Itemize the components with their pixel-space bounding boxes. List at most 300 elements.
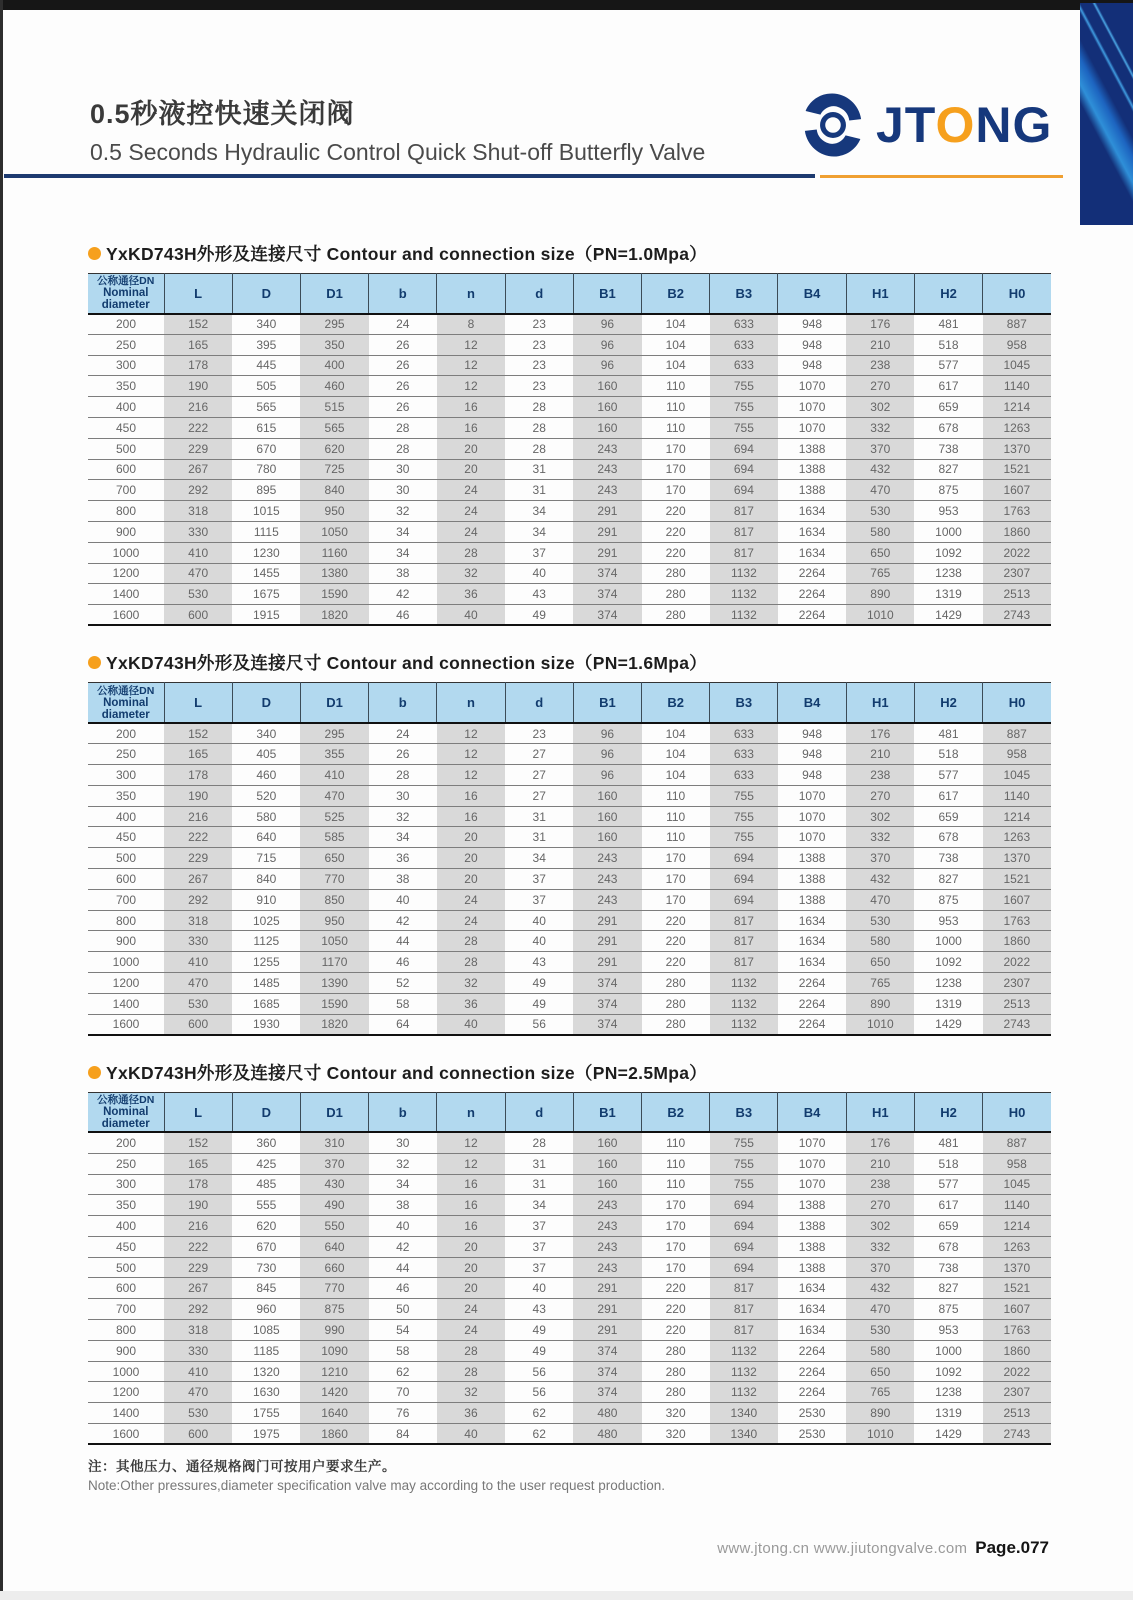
table-cell: 600 <box>88 459 164 480</box>
table-cell: 46 <box>369 605 437 626</box>
table-cell: 160 <box>573 1132 641 1153</box>
table-cell: 23 <box>505 314 573 335</box>
table-cell: 96 <box>573 334 641 355</box>
note-chinese: 注：其他压力、通径规格阀门可按用户要求生产。 <box>88 1459 396 1474</box>
table-cell: 34 <box>505 848 573 869</box>
table-cell: 1070 <box>778 417 846 438</box>
table-cell: 1115 <box>232 521 300 542</box>
table-cell: 1763 <box>983 501 1051 522</box>
column-header: D <box>232 274 300 314</box>
table-cell: 12 <box>437 1153 505 1174</box>
table-cell: 28 <box>369 417 437 438</box>
table-cell: 1132 <box>710 1014 778 1035</box>
table-cell: 302 <box>846 806 914 827</box>
table-cell: 1388 <box>778 889 846 910</box>
table-cell: 165 <box>164 744 232 765</box>
table-cell: 1200 <box>88 1382 164 1403</box>
column-header: B1 <box>573 274 641 314</box>
table-cell: 2530 <box>778 1403 846 1424</box>
table-cell: 64 <box>369 1014 437 1035</box>
column-header: B1 <box>573 1092 641 1132</box>
table-cell: 220 <box>642 1299 710 1320</box>
table-cell: 1132 <box>710 563 778 584</box>
table-cell: 96 <box>573 744 641 765</box>
table-cell: 110 <box>642 1174 710 1195</box>
table-cell: 24 <box>437 480 505 501</box>
table-cell: 890 <box>846 1403 914 1424</box>
table-cell: 291 <box>573 1320 641 1341</box>
table-cell: 270 <box>846 376 914 397</box>
table-cell: 530 <box>846 1320 914 1341</box>
table-cell: 432 <box>846 1278 914 1299</box>
table-row <box>88 1216 1051 1237</box>
table-cell: 210 <box>846 744 914 765</box>
table-cell: 633 <box>710 355 778 376</box>
table-cell: 1255 <box>232 952 300 973</box>
table-cell: 1132 <box>710 1361 778 1382</box>
table-cell: 1755 <box>232 1403 300 1424</box>
table-cell: 1140 <box>983 1195 1051 1216</box>
table-row <box>88 501 1051 522</box>
table-row <box>88 785 1051 806</box>
table-cell: 694 <box>710 1216 778 1237</box>
table-cell: 2264 <box>778 584 846 605</box>
table-cell: 2513 <box>983 1403 1051 1424</box>
swirl-icon <box>796 88 870 162</box>
table-cell: 950 <box>300 910 368 931</box>
table-cell: 900 <box>88 521 164 542</box>
table-cell: 670 <box>232 1236 300 1257</box>
table-cell: 170 <box>642 1195 710 1216</box>
table-cell: 62 <box>505 1424 573 1445</box>
dimension-table-section <box>88 241 1051 626</box>
table-cell: 28 <box>437 931 505 952</box>
table-cell: 160 <box>573 376 641 397</box>
table-cell: 518 <box>914 744 982 765</box>
table-row <box>88 744 1051 765</box>
table-cell: 2264 <box>778 1382 846 1403</box>
table-cell: 617 <box>914 1195 982 1216</box>
table-cell: 220 <box>642 952 710 973</box>
table-cell: 238 <box>846 765 914 786</box>
table-cell: 1634 <box>778 542 846 563</box>
table-cell: 1263 <box>983 417 1051 438</box>
column-header: H1 <box>846 683 914 723</box>
table-cell: 1070 <box>778 1132 846 1153</box>
table-cell: 374 <box>573 605 641 626</box>
table-cell: 176 <box>846 723 914 744</box>
table-row <box>88 910 1051 931</box>
table-cell: 1000 <box>914 521 982 542</box>
table-cell: 374 <box>573 584 641 605</box>
table-cell: 26 <box>369 334 437 355</box>
table-row <box>88 355 1051 376</box>
table-cell: 850 <box>300 889 368 910</box>
table-cell: 280 <box>642 1361 710 1382</box>
table-cell: 28 <box>437 1361 505 1382</box>
table-cell: 34 <box>369 542 437 563</box>
table-cell: 160 <box>573 1153 641 1174</box>
table-cell: 28 <box>505 417 573 438</box>
table-cell: 1915 <box>232 605 300 626</box>
table-cell: 229 <box>164 438 232 459</box>
table-cell: 30 <box>369 459 437 480</box>
table-row <box>88 806 1051 827</box>
table-cell: 370 <box>300 1153 368 1174</box>
table-cell: 755 <box>710 1132 778 1153</box>
table-cell: 817 <box>710 542 778 563</box>
table-cell: 1860 <box>983 1340 1051 1361</box>
table-cell: 1140 <box>983 376 1051 397</box>
table-cell: 1320 <box>232 1361 300 1382</box>
table-cell: 243 <box>573 1257 641 1278</box>
table-cell: 633 <box>710 334 778 355</box>
table-cell: 633 <box>710 314 778 335</box>
note-english: Note:Other pressures,diameter specification valve may according to the user request production. <box>88 1478 666 1493</box>
table-cell: 350 <box>88 1195 164 1216</box>
table-cell: 292 <box>164 480 232 501</box>
table-row <box>88 848 1051 869</box>
table-cell: 267 <box>164 459 232 480</box>
table-row <box>88 417 1051 438</box>
table-cell: 1263 <box>983 827 1051 848</box>
table-cell: 220 <box>642 1320 710 1341</box>
column-header: D <box>232 1092 300 1132</box>
table-cell: 800 <box>88 910 164 931</box>
header-rule-navy <box>4 174 815 178</box>
table-cell: 1590 <box>300 584 368 605</box>
table-cell: 1010 <box>846 605 914 626</box>
table-row <box>88 459 1051 480</box>
table-cell: 200 <box>88 1132 164 1153</box>
table-row <box>88 480 1051 501</box>
table-cell: 37 <box>505 889 573 910</box>
table-cell: 46 <box>369 952 437 973</box>
table-cell: 470 <box>846 889 914 910</box>
table-cell: 220 <box>642 521 710 542</box>
table-cell: 210 <box>846 334 914 355</box>
table-cell: 948 <box>778 314 846 335</box>
table-cell: 300 <box>88 1174 164 1195</box>
column-header-dn: 公称通径DN Nominal diameter <box>88 1092 164 1132</box>
table-cell: 176 <box>846 1132 914 1153</box>
table-cell: 32 <box>369 1153 437 1174</box>
table-cell: 400 <box>88 806 164 827</box>
table-cell: 580 <box>846 931 914 952</box>
table-cell: 1070 <box>778 397 846 418</box>
table-cell: 817 <box>710 521 778 542</box>
table-cell: 1640 <box>300 1403 368 1424</box>
table-cell: 1230 <box>232 542 300 563</box>
table-row <box>88 889 1051 910</box>
table-cell: 633 <box>710 744 778 765</box>
table-cell: 1388 <box>778 480 846 501</box>
table-cell: 659 <box>914 1216 982 1237</box>
table-cell: 340 <box>232 723 300 744</box>
table-cell: 755 <box>710 806 778 827</box>
table-cell: 30 <box>369 480 437 501</box>
table-cell: 1455 <box>232 563 300 584</box>
table-row <box>88 1153 1051 1174</box>
table-cell: 220 <box>642 910 710 931</box>
table-cell: 104 <box>642 765 710 786</box>
table-cell: 2264 <box>778 973 846 994</box>
table-cell: 20 <box>437 848 505 869</box>
table-title: YxKD743H外形及连接尺寸 Contour and connection size（PN=1.6Mpa） <box>106 653 708 674</box>
table-cell: 890 <box>846 993 914 1014</box>
table-cell: 243 <box>573 848 641 869</box>
table-cell: 400 <box>88 397 164 418</box>
table-cell: 16 <box>437 785 505 806</box>
table-cell: 24 <box>437 1320 505 1341</box>
table-cell: 16 <box>437 1195 505 1216</box>
table-cell: 875 <box>914 1299 982 1320</box>
table-cell: 43 <box>505 1299 573 1320</box>
table-cell: 16 <box>437 806 505 827</box>
table-cell: 765 <box>846 973 914 994</box>
table-cell: 1485 <box>232 973 300 994</box>
table-cell: 432 <box>846 459 914 480</box>
table-cell: 1238 <box>914 1382 982 1403</box>
table-cell: 1380 <box>300 563 368 584</box>
table-cell: 295 <box>300 314 368 335</box>
table-cell: 515 <box>300 397 368 418</box>
table-cell: 2264 <box>778 1361 846 1382</box>
table-cell: 1340 <box>710 1424 778 1445</box>
table-cell: 1319 <box>914 584 982 605</box>
table-cell: 640 <box>300 1236 368 1257</box>
table-cell: 500 <box>88 438 164 459</box>
table-cell: 481 <box>914 314 982 335</box>
table-cell: 1521 <box>983 869 1051 890</box>
table-cell: 817 <box>710 952 778 973</box>
table-cell: 243 <box>573 1216 641 1237</box>
table-cell: 2264 <box>778 993 846 1014</box>
column-header: n <box>437 683 505 723</box>
table-cell: 990 <box>300 1320 368 1341</box>
table-cell: 1000 <box>914 1340 982 1361</box>
table-cell: 36 <box>437 584 505 605</box>
table-cell: 1429 <box>914 605 982 626</box>
column-header-dn: 公称通径DN Nominal diameter <box>88 683 164 723</box>
column-header: H1 <box>846 1092 914 1132</box>
table-cell: 410 <box>164 1361 232 1382</box>
table-cell: 31 <box>505 459 573 480</box>
table-cell: 160 <box>573 806 641 827</box>
table-cell: 38 <box>369 869 437 890</box>
table-cell: 694 <box>710 480 778 501</box>
column-header: B2 <box>642 274 710 314</box>
table-cell: 450 <box>88 827 164 848</box>
table-cell: 1634 <box>778 1278 846 1299</box>
table-cell: 110 <box>642 376 710 397</box>
table-cell: 1820 <box>300 605 368 626</box>
table-cell: 585 <box>300 827 368 848</box>
table-cell: 24 <box>369 314 437 335</box>
table-cell: 660 <box>300 1257 368 1278</box>
table-cell: 948 <box>778 334 846 355</box>
table-cell: 450 <box>88 1236 164 1257</box>
table-cell: 1045 <box>983 1174 1051 1195</box>
table-cell: 280 <box>642 563 710 584</box>
table-cell: 2264 <box>778 1340 846 1361</box>
table-cell: 291 <box>573 542 641 563</box>
table-cell: 49 <box>505 973 573 994</box>
table-row <box>88 765 1051 786</box>
table-cell: 525 <box>300 806 368 827</box>
table-cell: 38 <box>369 563 437 584</box>
column-header: D1 <box>300 274 368 314</box>
table-cell: 318 <box>164 501 232 522</box>
table-cell: 32 <box>369 501 437 522</box>
table-cell: 28 <box>437 1340 505 1361</box>
table-cell: 332 <box>846 1236 914 1257</box>
column-header: B1 <box>573 683 641 723</box>
table-cell: 250 <box>88 334 164 355</box>
table-cell: 518 <box>914 1153 982 1174</box>
table-cell: 633 <box>710 723 778 744</box>
orange-bullet-icon <box>88 1066 101 1079</box>
footer-urls: www.jtong.cn www.jiutongvalve.com <box>717 1540 968 1557</box>
table-cell: 694 <box>710 889 778 910</box>
column-header: n <box>437 274 505 314</box>
table-cell: 300 <box>88 765 164 786</box>
table-cell: 170 <box>642 889 710 910</box>
table-cell: 110 <box>642 417 710 438</box>
table-cell: 1050 <box>300 521 368 542</box>
table-cell: 1185 <box>232 1340 300 1361</box>
table-cell: 1340 <box>710 1403 778 1424</box>
table-cell: 1429 <box>914 1424 982 1445</box>
table-cell: 1140 <box>983 785 1051 806</box>
table-cell: 50 <box>369 1299 437 1320</box>
table-cell: 24 <box>437 501 505 522</box>
table-cell: 1070 <box>778 376 846 397</box>
table-cell: 694 <box>710 459 778 480</box>
table-cell: 1160 <box>300 542 368 563</box>
table-row <box>88 827 1051 848</box>
table-cell: 330 <box>164 1340 232 1361</box>
column-header: B4 <box>778 274 846 314</box>
table-cell: 28 <box>437 542 505 563</box>
dimension-table-section <box>88 1060 1051 1445</box>
table-cell: 887 <box>983 314 1051 335</box>
table-cell: 220 <box>642 501 710 522</box>
column-header: B4 <box>778 1092 846 1132</box>
table-cell: 350 <box>88 785 164 806</box>
table-cell: 1092 <box>914 1361 982 1382</box>
table-cell: 817 <box>710 1299 778 1320</box>
table-cell: 1050 <box>300 931 368 952</box>
table-cell: 216 <box>164 1216 232 1237</box>
table-cell: 76 <box>369 1403 437 1424</box>
column-header: d <box>505 683 573 723</box>
table-cell: 948 <box>778 744 846 765</box>
table-cell: 1860 <box>300 1424 368 1445</box>
table-cell: 238 <box>846 1174 914 1195</box>
table-cell: 400 <box>88 1216 164 1237</box>
table-cell: 1370 <box>983 438 1051 459</box>
table-cell: 430 <box>300 1174 368 1195</box>
table-row <box>88 1236 1051 1257</box>
table-cell: 178 <box>164 1174 232 1195</box>
table-cell: 1607 <box>983 480 1051 501</box>
table-cell: 26 <box>369 744 437 765</box>
table-cell: 32 <box>437 1382 505 1403</box>
table-cell: 2022 <box>983 952 1051 973</box>
table-cell: 1634 <box>778 931 846 952</box>
table-cell: 1590 <box>300 993 368 1014</box>
table-cell: 445 <box>232 355 300 376</box>
table-cell: 49 <box>505 1340 573 1361</box>
table-cell: 104 <box>642 744 710 765</box>
table-cell: 170 <box>642 1216 710 1237</box>
table-cell: 96 <box>573 765 641 786</box>
table-cell: 550 <box>300 1216 368 1237</box>
table-cell: 755 <box>710 376 778 397</box>
table-cell: 216 <box>164 397 232 418</box>
footnotes <box>88 1455 665 1493</box>
table-cell: 58 <box>369 993 437 1014</box>
table-cell: 110 <box>642 397 710 418</box>
table-cell: 1370 <box>983 1257 1051 1278</box>
table-cell: 243 <box>573 889 641 910</box>
column-header: n <box>437 1092 505 1132</box>
dimension-table <box>88 273 1051 626</box>
table-cell: 1600 <box>88 1424 164 1445</box>
table-cell: 34 <box>505 1195 573 1216</box>
table-cell: 12 <box>437 744 505 765</box>
table-cell: 370 <box>846 438 914 459</box>
table-cell: 738 <box>914 438 982 459</box>
table-cell: 96 <box>573 355 641 376</box>
table-cell: 518 <box>914 334 982 355</box>
table-cell: 2513 <box>983 584 1051 605</box>
table-cell: 1045 <box>983 355 1051 376</box>
table-cell: 1319 <box>914 993 982 1014</box>
table-row <box>88 584 1051 605</box>
table-cell: 270 <box>846 785 914 806</box>
table-cell: 485 <box>232 1174 300 1195</box>
table-cell: 827 <box>914 869 982 890</box>
table-cell: 633 <box>710 765 778 786</box>
table-cell: 37 <box>505 869 573 890</box>
table-cell: 355 <box>300 744 368 765</box>
table-cell: 470 <box>164 973 232 994</box>
table-cell: 530 <box>846 501 914 522</box>
table-cell: 40 <box>437 605 505 626</box>
table-cell: 678 <box>914 827 982 848</box>
table-cell: 40 <box>369 1216 437 1237</box>
table-cell: 780 <box>232 459 300 480</box>
table-cell: 40 <box>437 1424 505 1445</box>
table-cell: 160 <box>573 827 641 848</box>
table-cell: 1170 <box>300 952 368 973</box>
table-cell: 1045 <box>983 765 1051 786</box>
table-cell: 725 <box>300 459 368 480</box>
column-header: B3 <box>710 1092 778 1132</box>
table-cell: 36 <box>437 1403 505 1424</box>
table-cell: 295 <box>300 723 368 744</box>
table-cell: 178 <box>164 765 232 786</box>
table-cell: 840 <box>300 480 368 501</box>
table-cell: 900 <box>88 931 164 952</box>
table-cell: 34 <box>505 501 573 522</box>
table-cell: 450 <box>88 417 164 438</box>
table-cell: 1763 <box>983 1320 1051 1341</box>
table-cell: 410 <box>300 765 368 786</box>
table-cell: 222 <box>164 1236 232 1257</box>
